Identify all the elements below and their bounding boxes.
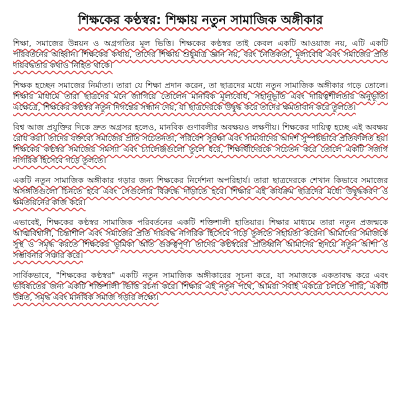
paragraph-3: বিশ্ব আজ প্রযুক্তির দিকে দ্রুত অগ্রসর হলেও, মানবিক গুণাবলীর অবক্ষয়ও লক্ষণীয়। শিক্ষকের দায়িত্ব হচ্ছে এই অবক্ষয় রোধ করা। তাদের বক্তব্যে সমাজের প্রতি সচেতনতা, পরিবেশ সুরক্ষা এবং সাম্যবাদের আদর্শ সুস্পষ্টভাবে প্রতিফলিত হয়। শিক্ষকের কণ্ঠস্বর সমাজের সমস্যা এবং চ্যালেঞ্জগুলো তুলে ধরে, শিক্ষার্থীদেরকে সচেতন করে তোলে একটি সজাগ নাগরিক হিসেবে গড়ে তুলতে। bbox=[13, 123, 388, 165]
paragraph-6: সার্বিকভাবে, "শিক্ষকের কণ্ঠস্বর" একটি নতুন সামাজিক অঙ্গীকারের সূচনা করে, যা সমাজকে একতাবদ্ধ করে এবং ভবিষ্যতের জন্য একটি শক্তিশালী ভিত্তি রচনা করে। শিক্ষার এই নতুন পথে, আমরা সবাই একত্রে চলতে পারি, একটি উন্নত, সমৃদ্ধ এবং মানবিক সমাজ গড়ার লক্ষ্যে। bbox=[13, 271, 388, 302]
paragraph-1: শিক্ষা, সমাজের উন্নয়ন ও অগ্রগতির মূল ভিত্তি। শিক্ষকের কণ্ঠস্বর তাই কেবল একটি আওয়াজ নয়, এটি একটি পরিবর্তনের আহ্বান। শিক্ষকের কথায়, তাদের শিক্ষায় শুধুমাত্র জ্ঞান নয়, বরং নৈতিকতা, মূল্যবোধ এবং সমাজের প্রতি দায়বদ্ধতার কথাও নিহিত থাকে। bbox=[13, 39, 388, 70]
paragraph-4: একটি নতুন সামাজিক অঙ্গীকার গড়ার জন্য শিক্ষকের নির্দেশনা অপরিহার্য। তারা ছাত্রদেরকে শেখান কিভাবে সমাজের অসঙ্গতিগুলো চিনতে হবে এবং সেগুলোর বিরুদ্ধে দাঁড়াতে হবে। শিক্ষার এই কার্যক্রম ছাত্রদের মধ্যে উদ্বুদ্ধকরণ ও ক্ষমতায়নের কাজ করে। bbox=[13, 176, 388, 207]
paragraph-5: এভাবেই, শিক্ষকের কণ্ঠস্বর সামাজিক পরিবর্তনের একটি শক্তিশালী হাতিয়ার। শিক্ষার মাধ্যমে তারা নতুন প্রজন্মকে আত্মবিশ্বাসী, চিন্তাশীল এবং সমাজের প্রতি দায়বদ্ধ নাগরিক হিসেবে গড়ে তুলতে সহায়তা করেন। আমাদের সমাজকে সুস্থ ও সমৃদ্ধ করতে শিক্ষকের ভূমিকা অতি গুরুত্বপূর্ণ। তাদের কণ্ঠস্বরের প্রতিধ্বনি আমাদের হৃদয়ে নতুন আশা ও সম্ভাবনার সঞ্চার করে। bbox=[13, 218, 388, 260]
paragraph-2: শিক্ষক হচ্ছেন সমাজের নির্মাতা। তারা যে শিক্ষা প্রদান করেন, তা ছাত্রদের মধ্যে নতুন সামাজিক অঙ্গীকার গড়ে তোলে। শিক্ষার মাধ্যমে তারা ছাত্রদের মনে জাগিয়ে তোলেন মানবিক মূল্যবোধ, সহানুভূতি এবং দায়িত্বশীলতার অনুভূতি। এক্ষেত্রে, শিক্ষকের কণ্ঠস্বর নতুন দিগন্তের সন্ধান দেয়, যা ছাত্রদেরকে উদ্বুদ্ধ করে তাদের ক্ষমতাবান করে তুলতে। bbox=[13, 81, 388, 112]
document-title: শিক্ষকের কণ্ঠস্বর: শিক্ষায় নতুন সামাজিক অঙ্গীকার bbox=[78, 12, 323, 27]
